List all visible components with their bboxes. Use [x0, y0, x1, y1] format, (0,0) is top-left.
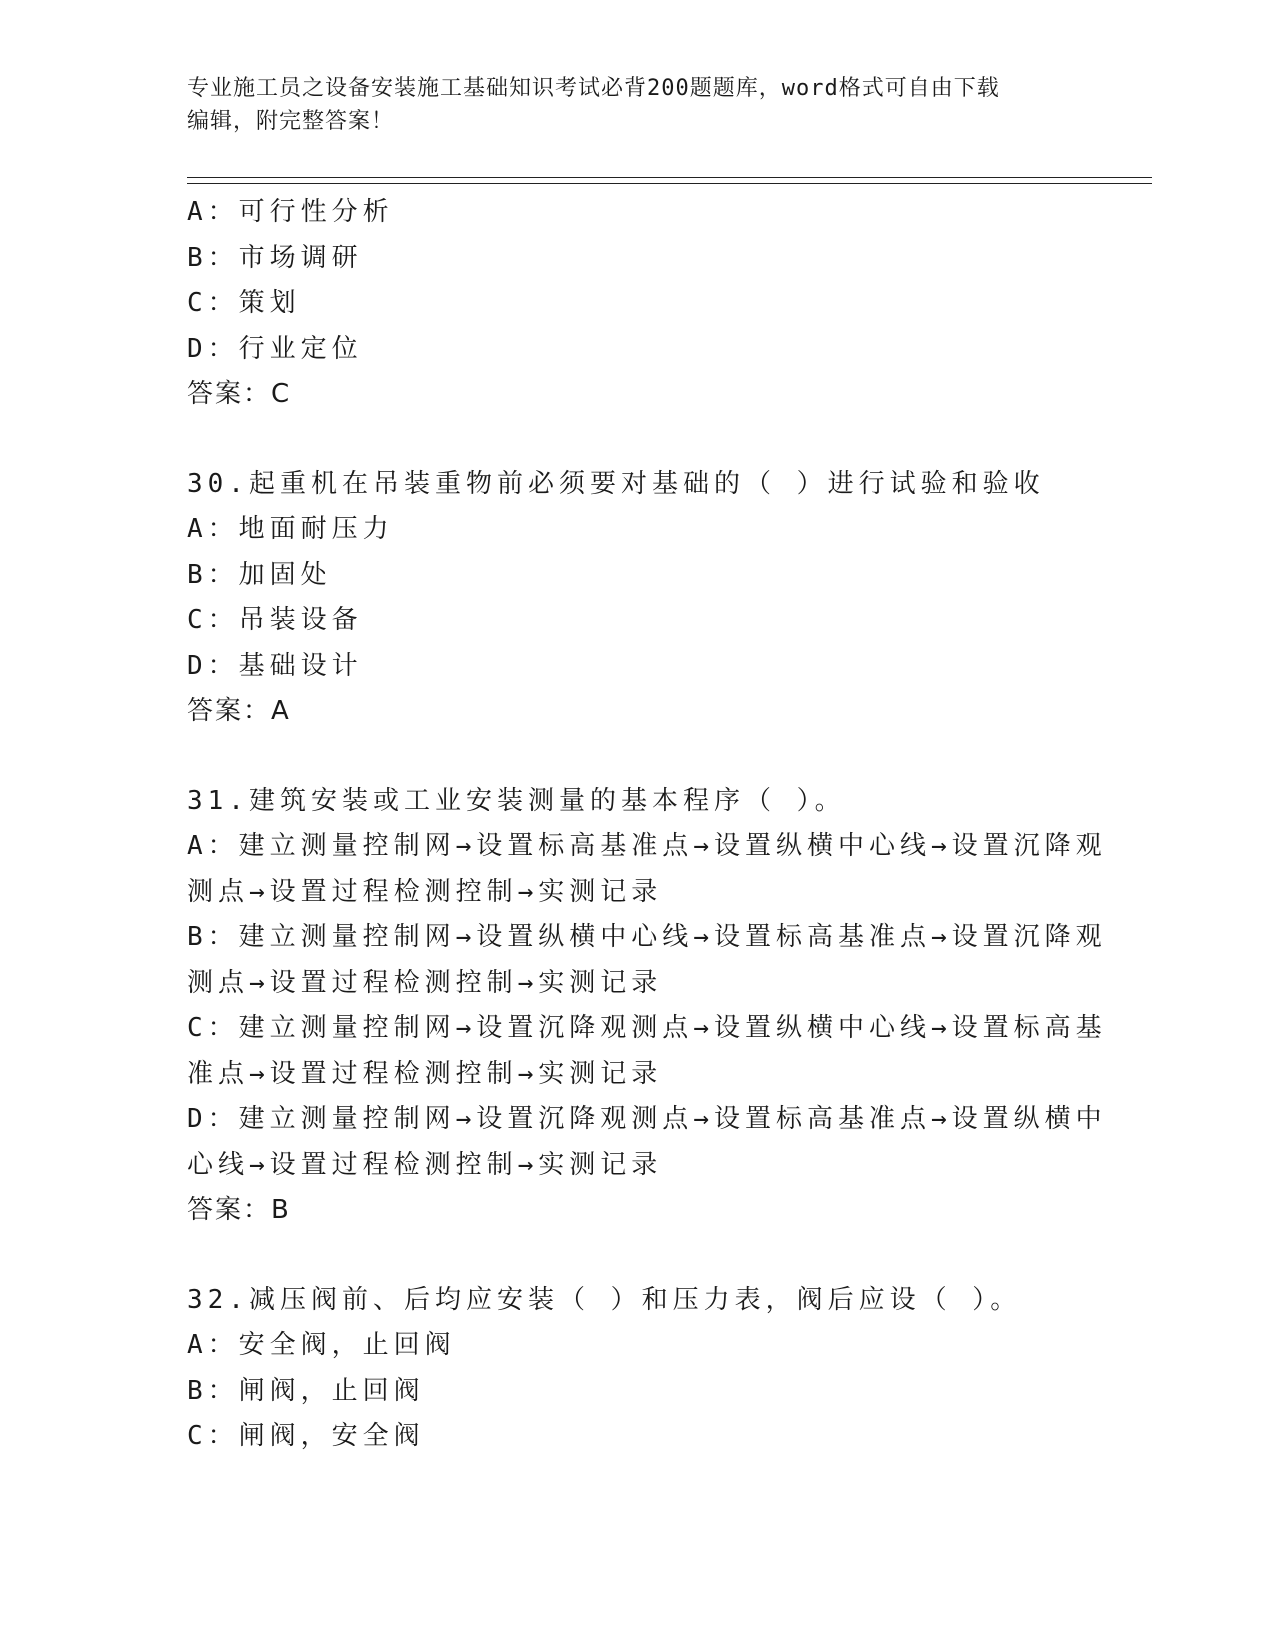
option-b-line-2: 测点→设置过程检测控制→实测记录 — [187, 967, 663, 998]
document-header — [187, 72, 1067, 138]
spacer — [187, 735, 1087, 779]
option-a-line-2: 测点→设置过程检测控制→实测记录 — [187, 876, 663, 907]
option-a: A：安全阀，止回阀 — [187, 1330, 456, 1360]
spacer — [187, 418, 1087, 462]
option-b: B：加固处 — [187, 559, 332, 590]
option-a: A：可行性分析 — [187, 197, 394, 227]
option-b-line-1: B：建立测量控制网→设置纵横中心线→设置标高基准点→设置沉降观 — [187, 922, 1107, 952]
answer: 答案：A — [187, 696, 291, 726]
question-31 — [187, 779, 1107, 1234]
option-d: D：行业定位 — [187, 333, 363, 364]
option-a-line-1: A：建立测量控制网→设置标高基准点→设置纵横中心线→设置沉降观 — [187, 831, 1107, 861]
option-b: B：市场调研 — [187, 242, 363, 273]
header-line-1: 专业施工员之设备安装施工基础知识考试必背200题题库，word格式可自由下载 — [187, 76, 1000, 101]
option-a: A：地面耐压力 — [187, 514, 394, 544]
question-29 — [187, 190, 1087, 418]
option-d-line-2: 心线→设置过程检测控制→实测记录 — [187, 1149, 663, 1180]
header-rule-top — [187, 177, 1152, 178]
question-30 — [187, 462, 1087, 735]
question-list — [187, 190, 1107, 1460]
question-32 — [187, 1278, 1087, 1460]
answer: 答案：C — [187, 379, 292, 409]
option-c: C：吊装设备 — [187, 605, 363, 635]
answer: 答案：B — [187, 1195, 291, 1225]
question-stem: 32.减压阀前、后均应安装（ ）和压力表，阀后应设（ ）。 — [187, 1284, 1022, 1315]
option-d-line-1: D：建立测量控制网→设置沉降观测点→设置标高基准点→设置纵横中 — [187, 1104, 1107, 1134]
option-b: B：闸阀，止回阀 — [187, 1375, 425, 1406]
option-c: C：闸阀，安全阀 — [187, 1421, 425, 1451]
option-c-line-1: C：建立测量控制网→设置沉降观测点→设置纵横中心线→设置标高基 — [187, 1013, 1107, 1043]
header-line-2: 编辑，附完整答案！ — [187, 109, 395, 134]
header-rule-bottom — [187, 183, 1152, 184]
spacer — [187, 1234, 1087, 1278]
option-d: D：基础设计 — [187, 650, 363, 681]
question-stem: 30.起重机在吊装重物前必须要对基础的（ ）进行试验和验收 — [187, 468, 1045, 499]
option-c-line-2: 准点→设置过程检测控制→实测记录 — [187, 1058, 663, 1089]
option-c: C：策划 — [187, 288, 301, 318]
question-stem: 31.建筑安装或工业安装测量的基本程序（ ）。 — [187, 785, 846, 816]
